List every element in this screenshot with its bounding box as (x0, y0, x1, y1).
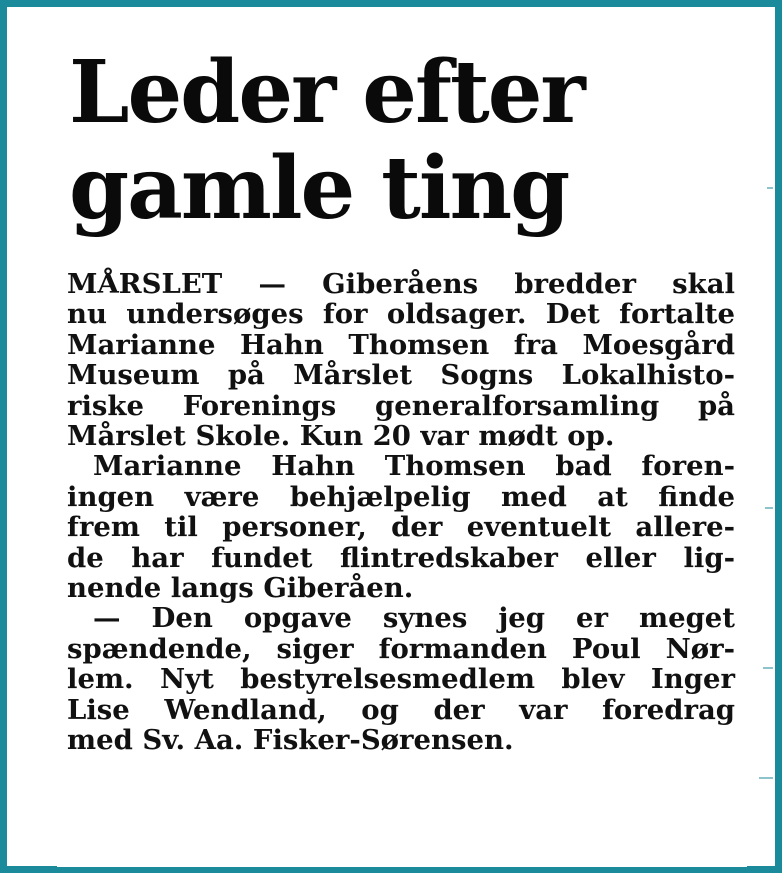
text-line: de har fundet flintredskaber eller lig- (67, 541, 735, 574)
text-line: Marianne Hahn Thomsen bad foren- (93, 450, 735, 483)
paragraph-2 (67, 451, 735, 603)
text-line: med Sv. Aa. Fisker-Sørensen. (67, 724, 514, 757)
scan-speck (767, 187, 773, 189)
text-line: ingen være behjælpelig med at finde (67, 480, 735, 513)
headline-line: Leder efter (69, 42, 584, 143)
text-line: frem til personer, der eventuelt allere- (67, 511, 735, 544)
scan-speck (765, 507, 773, 509)
headline (69, 42, 584, 239)
scan-speck (763, 667, 773, 669)
newspaper-clipping (57, 37, 747, 867)
text-line: Marianne Hahn Thomsen fra Moesgård (67, 328, 735, 361)
text-line: spændende, siger formanden Poul Nør- (67, 632, 735, 665)
text-line: nende langs Giberåen. (67, 572, 414, 605)
paragraph-3 (67, 603, 735, 755)
text-line: nu undersøges for oldsager. Det fortalte (67, 298, 735, 331)
article-body (67, 269, 735, 756)
text-line: MÅRSLET — Giberåens bredder skal (67, 268, 735, 300)
text-line: Museum på Mårslet Sogns Lokalhisto- (67, 359, 735, 392)
scan-speck (759, 777, 773, 779)
text-line: Mårslet Skole. Kun 20 var mødt op. (67, 420, 615, 453)
text-line: riske Forenings generalforsamling på (67, 389, 735, 422)
text-line: lem. Nyt bestyrelsesmedlem blev Inger (67, 663, 735, 696)
text-line: Lise Wendland, og der var foredrag (67, 693, 735, 726)
text-line: — Den opgave synes jeg er meget (93, 602, 735, 635)
headline-line: gamle ting (69, 138, 569, 239)
paragraph-1 (67, 269, 735, 451)
